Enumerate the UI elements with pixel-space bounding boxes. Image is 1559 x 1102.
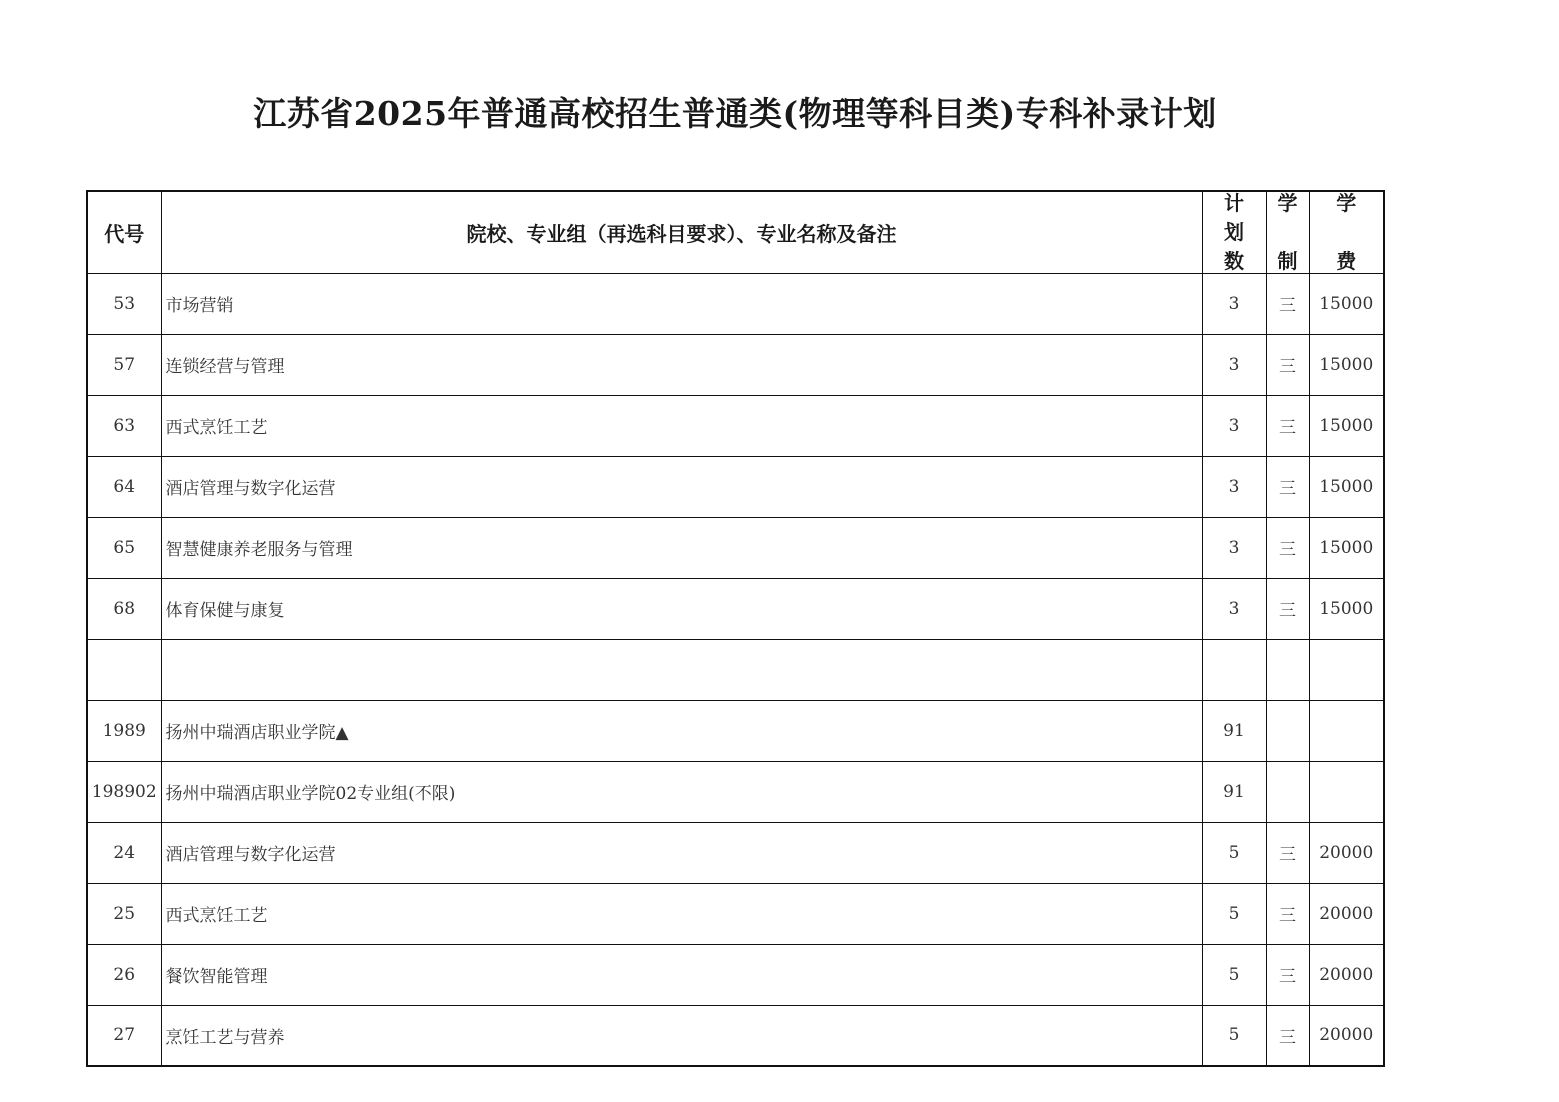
row-code: 65: [87, 517, 161, 578]
row-tuition: 15000: [1309, 517, 1384, 578]
row-plan-count: 91: [1202, 700, 1266, 761]
table-row: [87, 578, 1384, 639]
row-tuition: 20000: [1309, 944, 1384, 1005]
row-tuition: [1309, 639, 1384, 700]
header-duration-char: 学: [1277, 191, 1298, 216]
row-code: 1989: [87, 700, 161, 761]
row-name: 智慧健康养老服务与管理: [161, 517, 1202, 578]
row-duration: 三: [1266, 822, 1309, 883]
row-code: 64: [87, 456, 161, 517]
row-plan-count: 5: [1202, 822, 1266, 883]
header-duration-char: 制: [1277, 249, 1298, 273]
table-row: [87, 456, 1384, 517]
row-plan-count: 5: [1202, 1005, 1266, 1066]
row-duration: [1266, 761, 1309, 822]
row-tuition: 15000: [1309, 395, 1384, 456]
enrollment-plan-table: [86, 190, 1385, 1067]
row-name: 西式烹饪工艺: [161, 395, 1202, 456]
row-name: 餐饮智能管理: [161, 944, 1202, 1005]
row-code: 198902: [87, 761, 161, 822]
row-plan-count: 3: [1202, 578, 1266, 639]
table-header-row: [87, 191, 1384, 273]
header-name: 院校、专业组（再选科目要求）、专业名称及备注: [161, 191, 1202, 273]
row-name: 烹饪工艺与营养: [161, 1005, 1202, 1066]
table-row-major-group: [87, 761, 1384, 822]
table-row: [87, 822, 1384, 883]
header-plan-count-char: 数: [1224, 249, 1244, 273]
row-tuition: 15000: [1309, 334, 1384, 395]
row-tuition: 20000: [1309, 1005, 1384, 1066]
row-duration: [1266, 639, 1309, 700]
table-row: [87, 334, 1384, 395]
row-name: [161, 639, 1202, 700]
row-code: 68: [87, 578, 161, 639]
row-name: 酒店管理与数字化运营: [161, 456, 1202, 517]
page-title: 江苏省2025年普通高校招生普通类(物理等科目类)专科补录计划: [253, 94, 1217, 133]
row-plan-count: 3: [1202, 273, 1266, 334]
table-row: [87, 883, 1384, 944]
row-tuition: [1309, 700, 1384, 761]
row-code: 26: [87, 944, 161, 1005]
row-plan-count: 91: [1202, 761, 1266, 822]
table-row: [87, 1005, 1384, 1066]
header-tuition: [1309, 191, 1384, 273]
row-duration: 三: [1266, 578, 1309, 639]
row-name: 酒店管理与数字化运营: [161, 822, 1202, 883]
row-plan-count: 5: [1202, 944, 1266, 1005]
row-plan-count: [1202, 639, 1266, 700]
row-plan-count: 5: [1202, 883, 1266, 944]
row-code: 57: [87, 334, 161, 395]
header-plan-count-char: 计: [1224, 191, 1244, 216]
row-duration: 三: [1266, 273, 1309, 334]
header-tuition-char: 费: [1336, 249, 1357, 273]
row-duration: 三: [1266, 334, 1309, 395]
row-duration: 三: [1266, 517, 1309, 578]
row-plan-count: 3: [1202, 456, 1266, 517]
header-code: 代号: [87, 191, 161, 273]
row-code: 53: [87, 273, 161, 334]
row-name: 体育保健与康复: [161, 578, 1202, 639]
row-tuition: 15000: [1309, 456, 1384, 517]
table-row: [87, 395, 1384, 456]
row-duration: 三: [1266, 883, 1309, 944]
header-duration: [1266, 191, 1309, 273]
row-tuition: 20000: [1309, 883, 1384, 944]
row-duration: 三: [1266, 944, 1309, 1005]
table-row: [87, 517, 1384, 578]
table-row: [87, 944, 1384, 1005]
header-plan-count: [1202, 191, 1266, 273]
row-code: 27: [87, 1005, 161, 1066]
row-plan-count: 3: [1202, 517, 1266, 578]
table-row-institution: [87, 700, 1384, 761]
row-name: 扬州中瑞酒店职业学院02专业组(不限): [161, 761, 1202, 822]
row-name: 连锁经营与管理: [161, 334, 1202, 395]
row-name: 西式烹饪工艺: [161, 883, 1202, 944]
row-tuition: 20000: [1309, 822, 1384, 883]
row-code: 24: [87, 822, 161, 883]
table-row: [87, 273, 1384, 334]
row-tuition: 15000: [1309, 273, 1384, 334]
header-tuition-char: 学: [1336, 191, 1357, 216]
row-duration: 三: [1266, 1005, 1309, 1066]
row-name: 市场营销: [161, 273, 1202, 334]
row-duration: 三: [1266, 395, 1309, 456]
row-code: 63: [87, 395, 161, 456]
row-code: 25: [87, 883, 161, 944]
row-code: [87, 639, 161, 700]
row-plan-count: 3: [1202, 334, 1266, 395]
row-tuition: [1309, 761, 1384, 822]
header-plan-count-char: 划: [1224, 220, 1244, 245]
row-tuition: 15000: [1309, 578, 1384, 639]
row-plan-count: 3: [1202, 395, 1266, 456]
row-name: 扬州中瑞酒店职业学院▲: [161, 700, 1202, 761]
table-row-empty: [87, 639, 1384, 700]
row-duration: [1266, 700, 1309, 761]
row-duration: 三: [1266, 456, 1309, 517]
